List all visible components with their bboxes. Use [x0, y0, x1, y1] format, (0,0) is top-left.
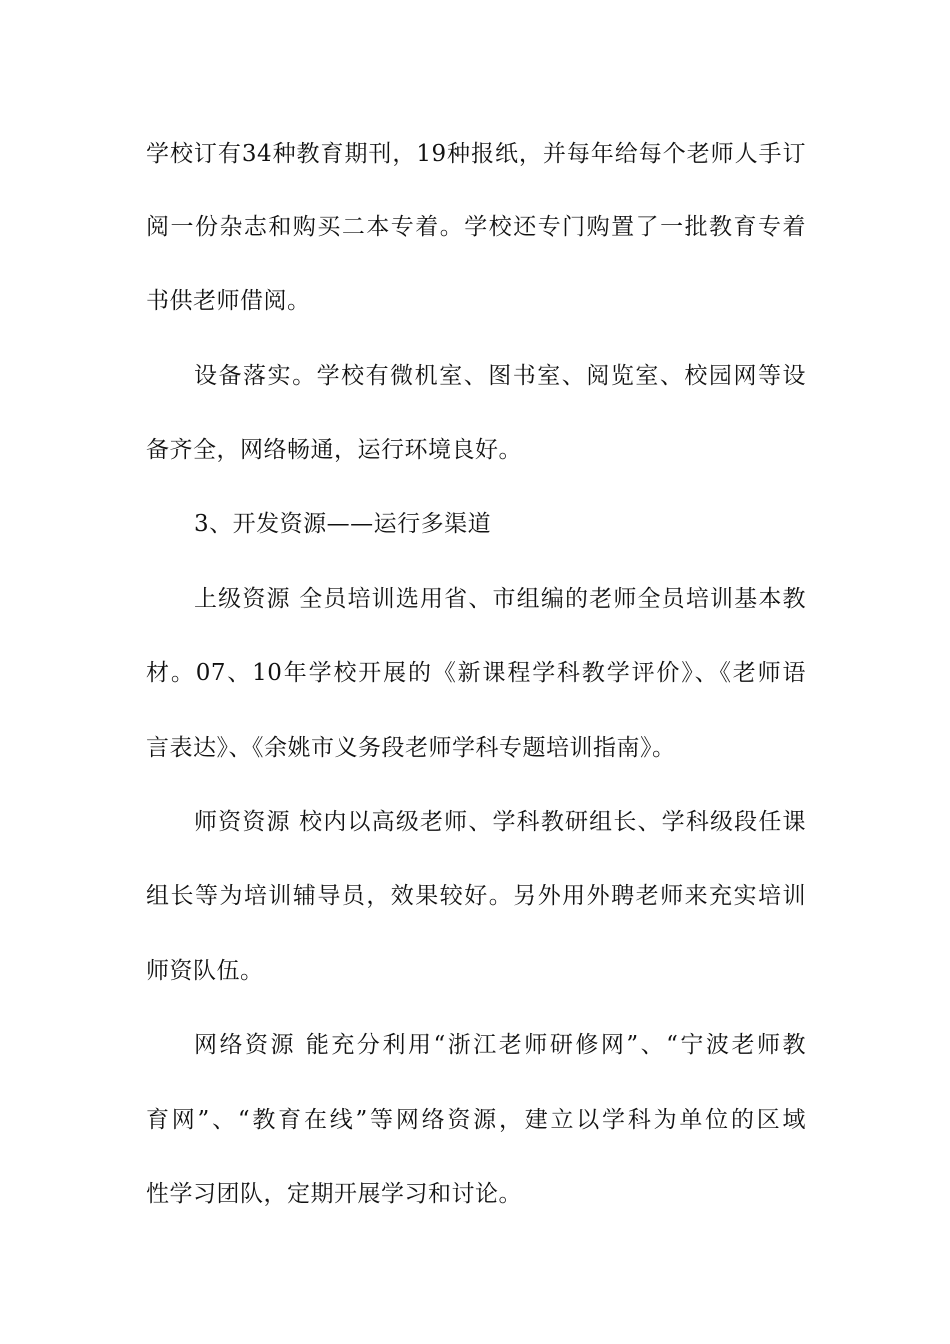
text-line: 材。07、10年学校开展的《新课程学科教学评价》、《老师语: [146, 660, 806, 686]
text-line: 师资队伍。: [146, 958, 264, 984]
text-line: 学校订有34种教育期刊，19种报纸，并每年给每个老师人手订: [146, 141, 806, 167]
text-line: 阅一份杂志和购买二本专着。学校还专门购置了一批教育专着: [146, 214, 806, 240]
text-line: 言表达》、《余姚市义务段老师学科专题培训指南》。: [146, 735, 676, 761]
text-line: 备齐全，网络畅通，运行环境良好。: [146, 437, 522, 463]
text-line: 性学习团队，定期开展学习和讨论。: [146, 1181, 522, 1207]
paragraph-first-line: 师资资源 校内以高级老师、学科教研组长、学科级段任课: [194, 809, 806, 835]
paragraph-first-line: 上级资源 全员培训选用省、市组编的老师全员培训基本教: [194, 586, 806, 612]
text-line: 书供老师借阅。: [146, 288, 311, 314]
text-line: 育网”、“教育在线”等网络资源，建立以学科为单位的区域: [146, 1107, 806, 1133]
paragraph-first-line: 设备落实。学校有微机室、图书室、阅览室、校园网等设: [194, 363, 806, 389]
paragraph-first-line: 网络资源 能充分利用“浙江老师研修网”、“宁波老师教: [194, 1032, 806, 1058]
section-heading: 3、开发资源——运行多渠道: [194, 511, 492, 537]
text-line: 组长等为培训辅导员，效果较好。另外用外聘老师来充实培训: [146, 883, 806, 909]
